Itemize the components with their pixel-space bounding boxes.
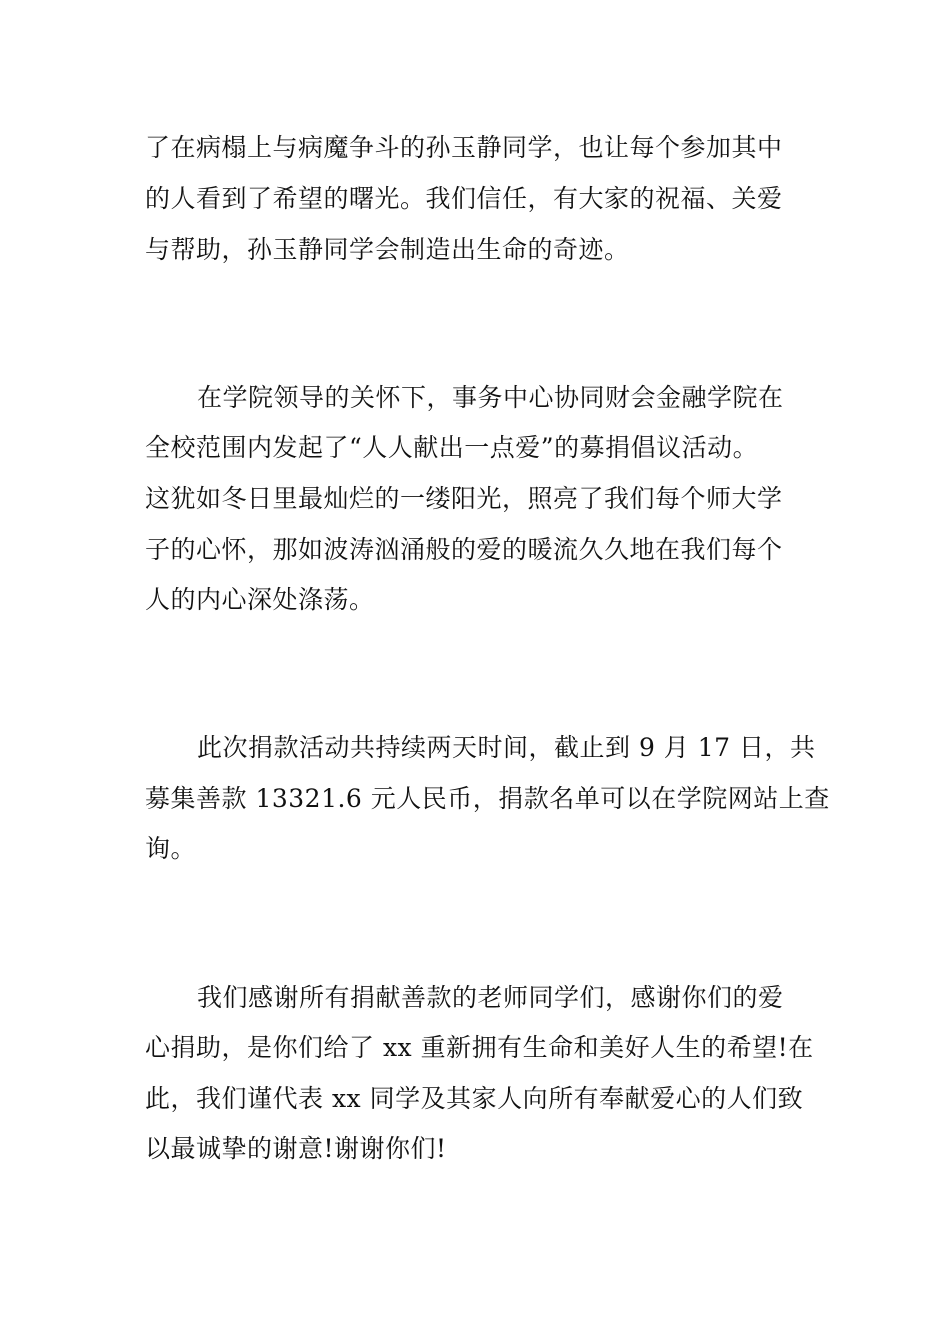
paragraph-line: 人的内心深处涤荡。	[145, 585, 375, 614]
paragraph-line: 我们感谢所有捐献善款的老师同学们，感谢你们的爱	[197, 983, 784, 1012]
paragraph-line: 募集善款 13321.6 元人民币，捐款名单可以在学院网站上查	[145, 784, 830, 813]
paragraph-line: 全校范围内发起了“人人献出一点爱”的募捐倡议活动。	[145, 433, 759, 462]
paragraph-line: 心捐助，是你们给了 xx 重新拥有生命和美好人生的希望!在	[145, 1033, 814, 1062]
paragraph-line: 与帮助，孙玉静同学会制造出生命的奇迹。	[145, 235, 630, 264]
paragraph-line: 这犹如冬日里最灿烂的一缕阳光，照亮了我们每个师大学	[145, 484, 783, 513]
paragraph-line: 此次捐款活动共持续两天时间，截止到 9 月 17 日，共	[197, 733, 816, 762]
paragraph-line: 此，我们谨代表 xx 同学及其家人向所有奉献爱心的人们致	[145, 1084, 804, 1113]
paragraph-line: 子的心怀，那如波涛汹涌般的爱的暖流久久地在我们每个	[145, 535, 783, 564]
paragraph-line: 的人看到了希望的曙光。我们信任，有大家的祝福、关爱	[145, 184, 783, 213]
paragraph-line: 在学院领导的关怀下，事务中心协同财会金融学院在	[197, 383, 784, 412]
paragraph-line: 以最诚挚的谢意!谢谢你们!	[145, 1134, 447, 1163]
paragraph-line: 询。	[145, 834, 197, 863]
paragraph-line: 了在病榻上与病魔争斗的孙玉静同学，也让每个参加其中	[145, 133, 783, 162]
